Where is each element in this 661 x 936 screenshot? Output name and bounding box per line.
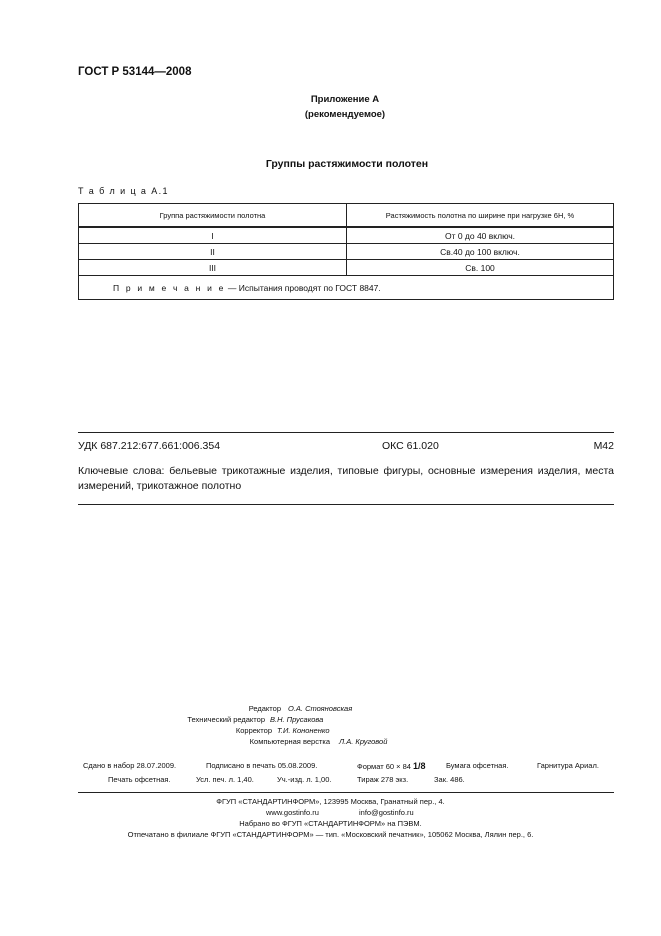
table-header-row (79, 204, 614, 228)
table-cell: I (79, 227, 347, 244)
table-note (79, 276, 614, 300)
table-cell: От 0 до 40 включ. (347, 227, 614, 244)
staff-name: О.А. Стояновская (288, 704, 353, 713)
imprint-font: Гарнитура Ариал. (537, 761, 599, 770)
appendix-status: (рекомендуемое) (304, 109, 386, 120)
divider (78, 432, 614, 433)
class-code: М42 (593, 440, 614, 452)
imprint-pub-sheets: Уч.-изд. л. 1,00. (277, 775, 332, 784)
staff-name: Л.А. Круговой (339, 737, 388, 746)
imprint-sheets: Усл. печ. л. 1,40. (196, 775, 254, 784)
imprint-print-type: Печать офсетная. (108, 775, 171, 784)
publisher-name: ФГУП «СТАНДАРТИНФОРМ», 123995 Москва, Гранатный пер., 4. (216, 797, 445, 806)
stretch-groups-table (78, 203, 614, 300)
table-cell: II (79, 244, 347, 260)
staff-role: Компьютерная верстка (249, 737, 330, 746)
imprint-paper: Бумага офсетная. (446, 761, 509, 770)
table-cell: III (79, 260, 347, 276)
note-text: — Испытания проводят по ГОСТ 8847. (225, 282, 381, 293)
staff-name: Т.И. Кононенко (277, 726, 330, 735)
column-header: Группа растяжимости полотна (79, 204, 347, 228)
table-row (79, 244, 614, 260)
imprint-submitted: Сдано в набор 28.07.2009. (83, 761, 177, 770)
imprint-signed: Подписано в печать 05.08.2009. (206, 761, 318, 770)
table-row (79, 260, 614, 276)
section-title: Группы растяжимости полотен (265, 158, 429, 170)
divider (78, 792, 614, 793)
staff-role: Корректор (235, 726, 272, 735)
column-header: Растяжимость полотна по ширине при нагрузке 6Н, % (347, 204, 614, 228)
publisher-typeset: Набрано во ФГУП «СТАНДАРТИНФОРМ» на ПЭВМ. (239, 819, 422, 828)
imprint-run: Тираж 278 экз. (357, 775, 409, 784)
udk-code: УДК 687.212:677.661:006.354 (78, 440, 221, 452)
imprint-order: Зак. 486. (434, 775, 465, 784)
table-note-row (79, 276, 614, 300)
table-cell: Св. 100 (347, 260, 614, 276)
format-fraction: 1/8 (412, 761, 426, 771)
appendix-title: Приложение А (310, 94, 380, 105)
publisher-printed: Отпечатано в филиале ФГУП «СТАНДАРТИНФОРМ» — тип. «Московский печатник», 105062 Москва, Лялин пер., 6. (127, 830, 534, 839)
table-row (79, 227, 614, 244)
staff-role: Технический редактор (187, 715, 265, 724)
divider (78, 504, 614, 505)
staff-role: Редактор (248, 704, 281, 713)
keywords: Ключевые слова: бельевые трикотажные изделия, типовые фигуры, основные измерения изделия, места измерений, трикотажное полотно (78, 465, 614, 492)
staff-name: В.Н. Прусакова (270, 715, 324, 724)
publisher-email: info@gostinfo.ru (359, 808, 414, 817)
table-cell: Св.40 до 100 включ. (347, 244, 614, 260)
oks-code: ОКС 61.020 (382, 440, 439, 452)
publisher-site: www.gostinfo.ru (266, 808, 319, 817)
imprint-format: Формат 60 × 84 1/8 (357, 761, 426, 771)
table-caption: Т а б л и ц а А.1 (78, 186, 169, 196)
document-code: ГОСТ Р 53144—2008 (78, 66, 192, 78)
note-label: П р и м е ч а н и е (113, 282, 226, 293)
